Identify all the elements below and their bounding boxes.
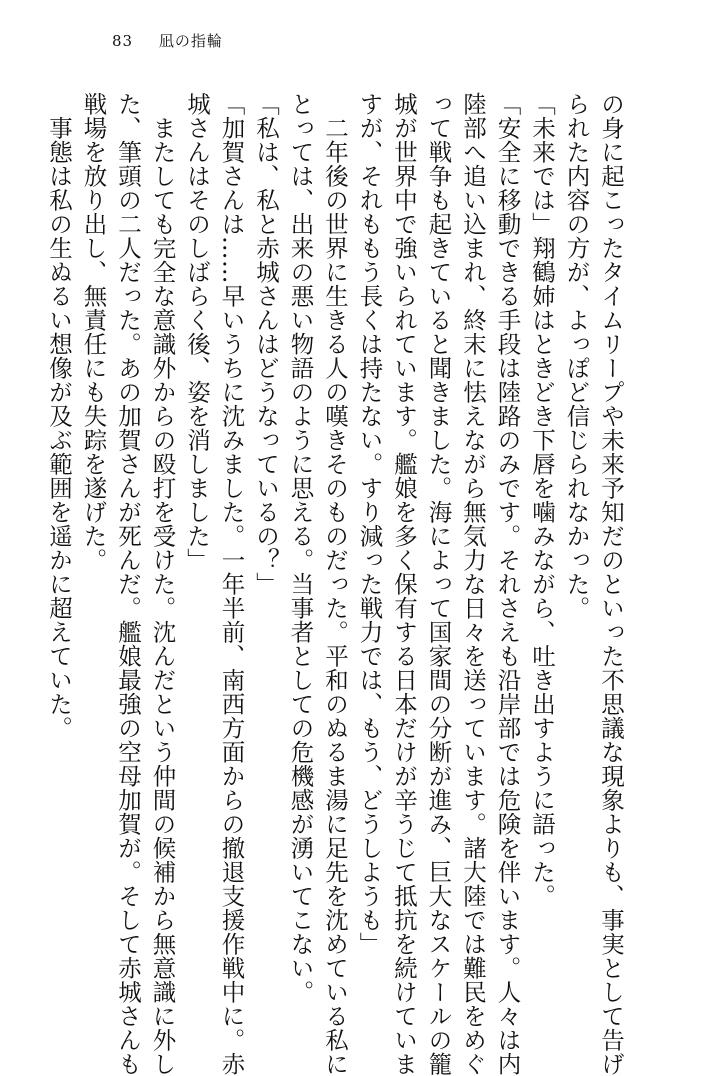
text-line: って戦争も起きていると聞きました。海によって国家間の分断が進み、巨大なスケールの籠 [424, 92, 453, 1076]
text-line: た、筆頭の二人だった。あの加賀さんが死んだ。艦娘最強の空母加賀が。そして赤城さんも [114, 92, 142, 1076]
text-line: とっては、出来の悪い物語のように思える。当事者としての危機感が湧いてこない。 [286, 92, 315, 1004]
body-text [42, 92, 629, 1076]
text-line: またしても完全な意識外からの殴打を受けた。沈んだという仲間の候補から無意識に外し [148, 115, 177, 1076]
page-number: 83 [112, 32, 134, 50]
text-line: 「未来では」翔鶴姉はときどき下唇を噛みながら、吐き出すように語った。 [528, 92, 556, 908]
text-line: 城が世界中で強いられています。艦娘を多く保有する日本だけが辛うじて抵抗を続けていま [390, 92, 418, 1076]
running-title: 凪の指輪 [158, 32, 223, 50]
text-line: 事態は私の生ぬるい想像が及ぶ範囲を遥かに超えていた。 [45, 115, 73, 740]
text-line: 「加賀さんは……早いうちに沈みました。一年半前、南西方面からの撤退支援作戦中に。赤 [217, 92, 246, 1076]
text-line: 二年後の世界に生きる人の嘆きそのものだった。平和のぬるま湯に足先を沈めている私に [321, 115, 349, 1076]
text-line: 戦場を放り出し、無責任にも失踪を遂げた。 [79, 92, 108, 572]
text-line: 城さんはそのしばらく後、姿を消しました」 [183, 92, 211, 572]
text-line: られた内容の方が、よっぽど信じられなかった。 [562, 92, 591, 620]
text-line: の身に起こったタイムリープや未来予知だのといった不思議な現象よりも、事実として告げ [597, 92, 625, 1076]
text-line: 陸部へ追い込まれ、終末に怯えながら無気力な日々を送っています。諸大陸では難民をめぐ [459, 92, 487, 1076]
text-line: 「安全に移動できる手段は陸路のみです。それさえも沿岸部では危険を伴います。人々は内 [493, 92, 522, 1076]
text-line: 「私は、私と赤城さんはどうなっているの？」 [252, 92, 280, 596]
page-header [112, 30, 223, 51]
text-line: すが、それももう長くは持たない。すり減った戦力では、もう、どうしようも」 [355, 92, 384, 956]
